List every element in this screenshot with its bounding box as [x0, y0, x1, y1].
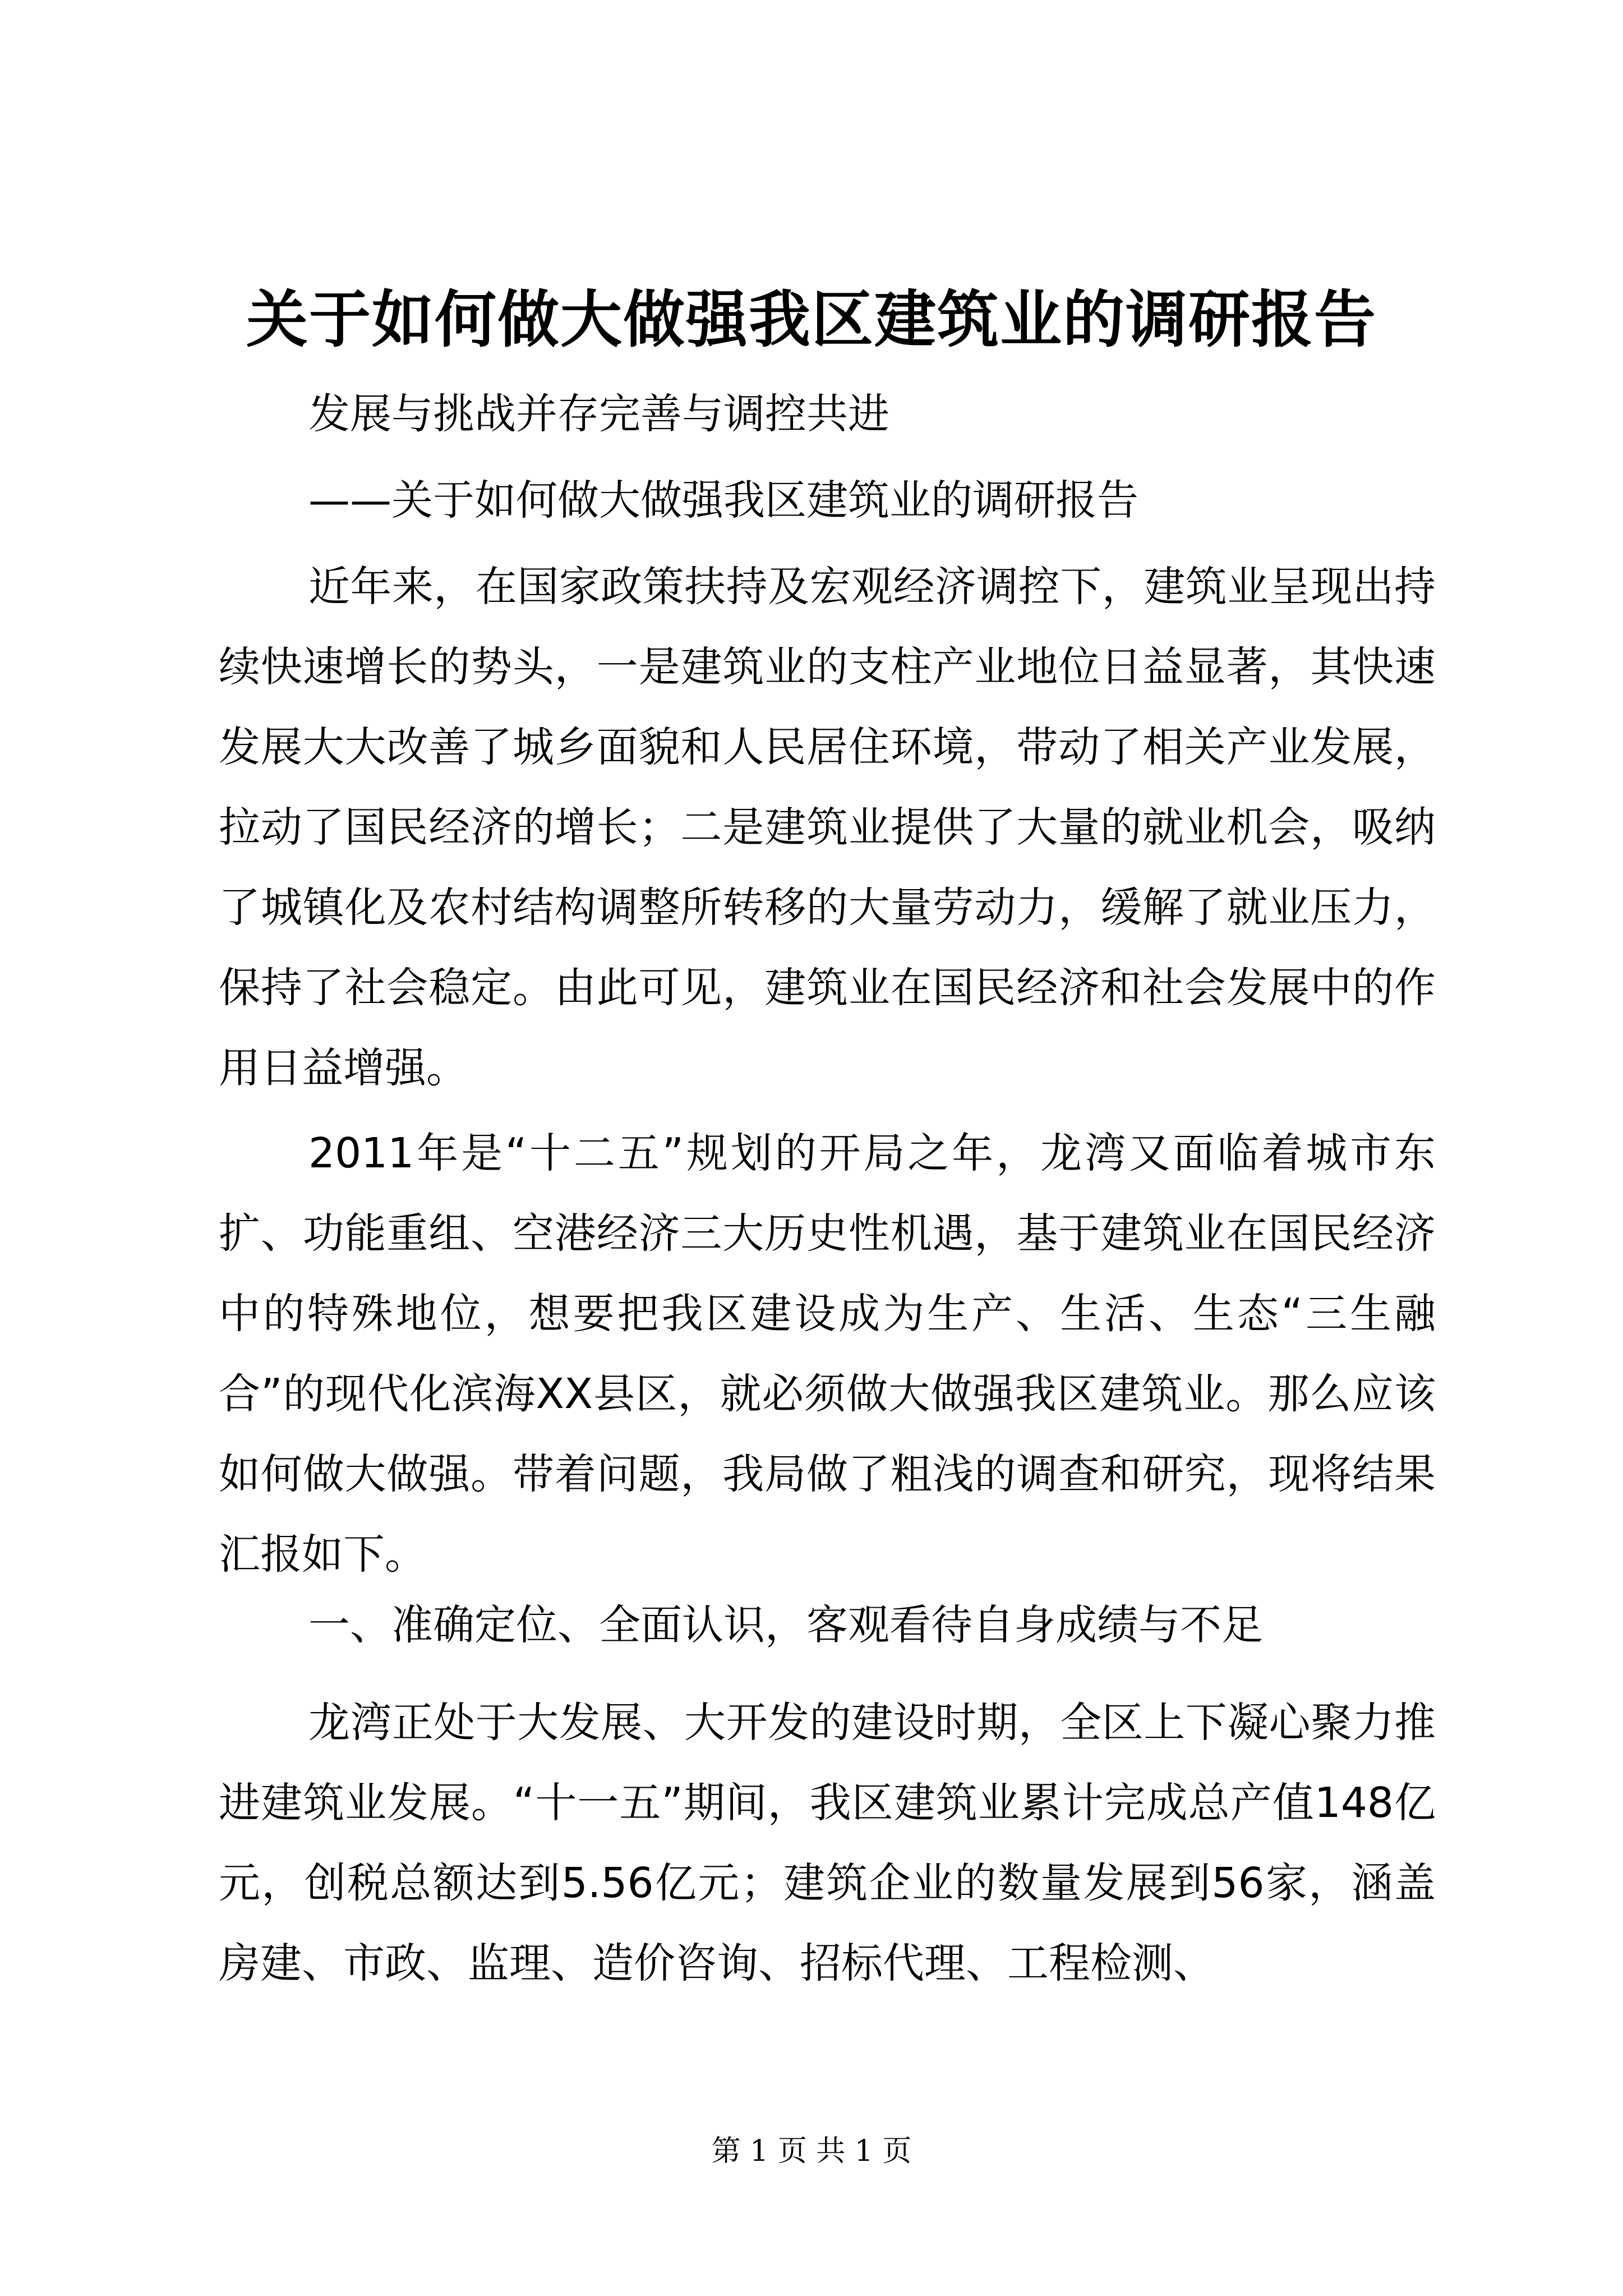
page-footer: 第 1 页 共 1 页 — [711, 2134, 912, 2168]
document-dash-title: ——关于如何做大做强我区建筑业的调研报告 — [308, 476, 1138, 524]
document-subtitle: 发展与挑战并存完善与调控共进 — [308, 390, 889, 438]
paragraph-2: 2011年是“十二五”规划的开局之年，龙湾又面临着城市东扩、功能重组、空港经济三大历史性机遇，基于建筑业在国民经济中的特殊地位，想要把我区建设成为生产、生活、生态“三生融合”的现代化滨海XX县区，就必须做大做强我区建筑业。那么应该如何做大做强。带着问题，我局做了粗浅的调查和研究，现将结果汇报如下。 — [219, 1129, 1436, 1579]
paragraph-1: 近年来，在国家政策扶持及宏观经济调控下，建筑业呈现出持续快速增长的势头，一是建筑业的支柱产业地位日益显著，其快速发展大大改善了城乡面貌和人民居住环境，带动了相关产业发展，拉动了国民经济的增长；二是建筑业提供了大量的就业机会，吸纳了城镇化及农村结构调整所转移的大量劳动力，缓解了就业压力，保持了社会稳定。由此可见，建筑业在国民经济和社会发展中的作用日益增强。 — [219, 563, 1436, 1092]
section-heading-1: 一、准确定位、全面认识，客观看待自身成绩与不足 — [308, 1601, 1263, 1649]
paragraph-3: 龙湾正处于大发展、大开发的建设时期，全区上下凝心聚力推进建筑业发展。“十一五”期间，我区建筑业累计完成总产值148亿元，创税总额达到5.56亿元；建筑企业的数量发展到56家，涵盖房建、市政、监理、造价咨询、招标代理、工程检测、 — [219, 1699, 1436, 1987]
document-title: 关于如何做大做强我区建筑业的调研报告 — [246, 283, 1377, 356]
